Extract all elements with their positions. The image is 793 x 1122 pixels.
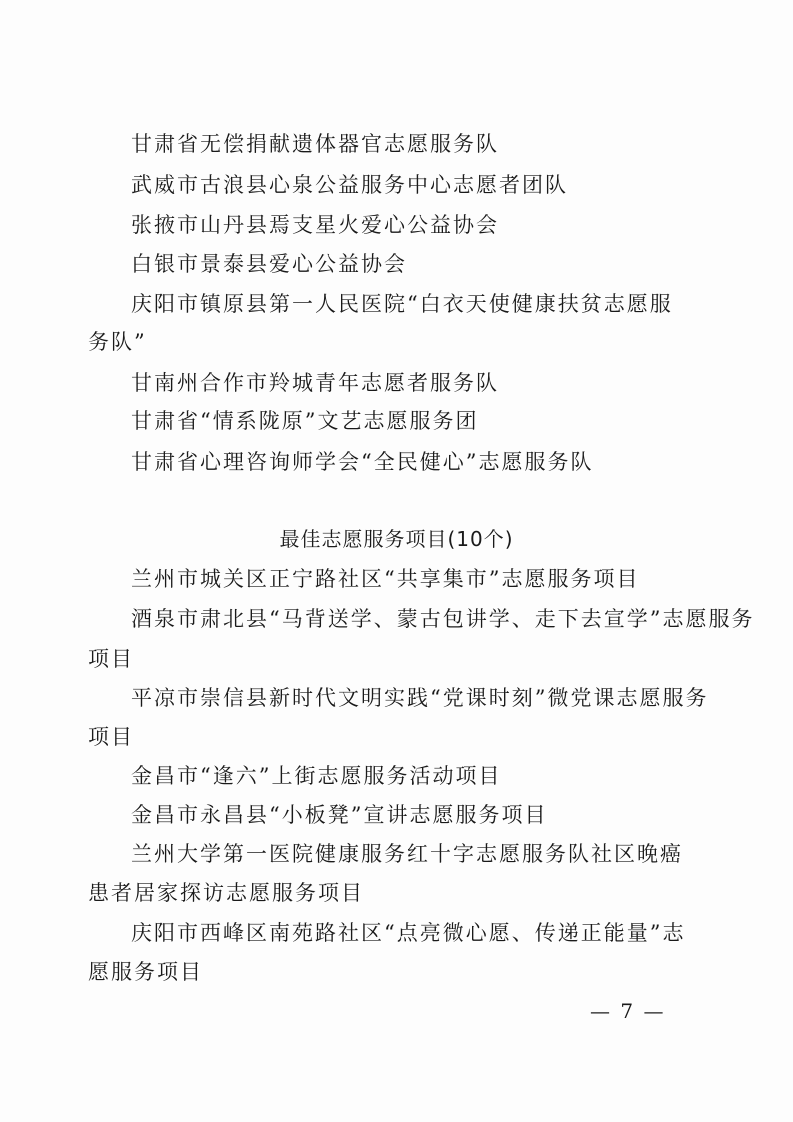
list-item-continuation: 愿服务项目 [88, 960, 203, 984]
list-item: 白银市景泰县爱心公益协会 [131, 252, 407, 276]
list-item-continuation: 项目 [88, 647, 134, 671]
list-item: 庆阳市镇原县第一人民医院“白衣天使健康扶贫志愿服 [131, 292, 673, 316]
list-item: 兰州大学第一医院健康服务红十字志愿服务队社区晚癌 [131, 842, 683, 866]
list-item: 甘南州合作市羚城青年志愿者服务队 [131, 371, 499, 395]
page-number: — 7 — [590, 999, 666, 1023]
list-item-continuation: 务队” [88, 330, 147, 354]
list-item: 庆阳市西峰区南苑路社区“点亮微心愿、传递正能量”志 [131, 921, 686, 945]
list-item-continuation: 项目 [88, 725, 134, 749]
section-heading: 最佳志愿服务项目(10个) [279, 527, 514, 551]
list-item: 武威市古浪县心泉公益服务中心志愿者团队 [131, 173, 568, 197]
list-item: 甘肃省“情系陇原”文艺志愿服务团 [131, 409, 479, 433]
list-item: 兰州市城关区正宁路社区“共享集市”志愿服务项目 [131, 567, 640, 591]
list-item: 甘肃省无偿捐献遗体器官志愿服务队 [131, 132, 499, 156]
list-item: 平凉市崇信县新时代文明实践“党课时刻”微党课志愿服务 [131, 686, 709, 710]
list-item: 张掖市山丹县焉支星火爱心公益协会 [131, 213, 499, 237]
list-item: 金昌市永昌县“小板凳”宣讲志愿服务项目 [131, 803, 548, 827]
list-item-continuation: 患者居家探访志愿服务项目 [88, 881, 364, 905]
list-item: 酒泉市肃北县“马背送学、蒙古包讲学、走下去宣学”志愿服务 [131, 607, 755, 631]
list-item: 甘肃省心理咨询师学会“全民健心”志愿服务队 [131, 450, 594, 474]
list-item: 金昌市“逢六”上街志愿服务活动项目 [131, 764, 502, 788]
